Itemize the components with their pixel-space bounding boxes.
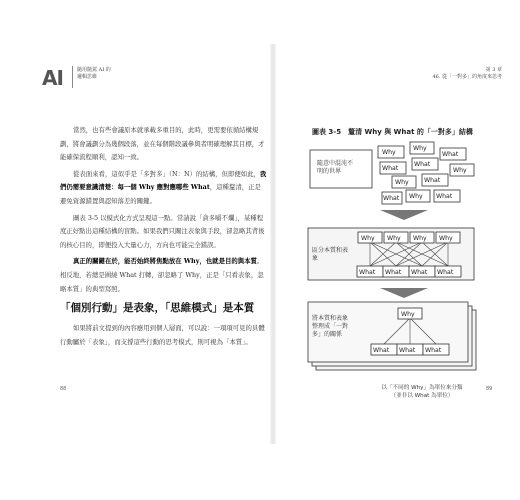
what-text: What: [385, 269, 402, 276]
stage1-label: 隨意中混沌不明的世界: [317, 160, 354, 175]
note-line2: （並非以 What 為單位）: [390, 393, 454, 399]
what-text: What: [414, 161, 431, 168]
why-text: Why: [413, 235, 427, 242]
paragraph: 當然，也有些會議原本就承載多重目的，此時，更需要依循結構規劃，將會議劃分為幾個段落，並在每個階段議參與者明確理解其目標，才能確保流程順利，認知一致。: [60, 126, 265, 162]
what-text: What: [383, 195, 400, 202]
left-body-text: [60, 124, 267, 299]
what-text: What: [411, 269, 428, 276]
what-text: What: [373, 347, 390, 354]
running-book-title: [77, 67, 137, 81]
why-text: Why: [439, 235, 453, 242]
why-text: Why: [387, 235, 401, 242]
paragraph: 圖表 3-5 以模式化方式呈現這一點。常請說「貪多嚼不爛」，某種程度正好點出這種結構的盲點。如果我們只關注表象與手段，卻忽略其背後的核心目的，即便投入大量心力，方向也可能完全錯誤。: [60, 213, 265, 249]
paragraph: [60, 255, 267, 296]
book-title-line1: 隨用隨駕 AI 的: [77, 67, 111, 73]
down-arrow-icon: [380, 210, 428, 220]
figure-caption: 圖表 3-5 釐清 Why 與 What 的「一對多」結構: [312, 128, 473, 136]
figure-note: [362, 384, 482, 400]
what-text: What: [425, 347, 442, 354]
emphasis-text: 真正的關鍵在於，能否始終將焦點放在 Why，也就是目的與本質: [73, 257, 257, 266]
why-text: Why: [453, 167, 467, 174]
stage1-chaos-cloud: [378, 142, 474, 204]
note-line1: 以「不同的 Why」為單位來分類: [381, 385, 463, 391]
book-logo: AI: [42, 66, 63, 90]
what-text: What: [437, 269, 454, 276]
section-heading: 「個別行動」是表象，「思維模式」是本質: [60, 302, 255, 314]
why-text: Why: [395, 179, 409, 186]
paragraph-text: 從表面來看，這似乎是「多對多」（N：N）的結構，但即便如此，: [73, 169, 260, 178]
why-text: Why: [382, 149, 396, 156]
why-text: Why: [413, 145, 427, 152]
emphasis-text: 我們仍需要意識清楚：每一個 Why 應對應哪些 What: [60, 169, 267, 192]
why-what-diagram: [272, 140, 504, 384]
paragraph-text: ，這種釐清，正是避免資源錯置與認知落差的關鍵。: [60, 183, 261, 205]
what-text: What: [399, 347, 416, 354]
what-text: What: [359, 269, 376, 276]
left-page-number: 88: [60, 386, 67, 392]
stage2-label: 區分本質和表象: [312, 247, 349, 262]
running-chapter-title: [382, 67, 502, 81]
paragraph-text: 。相反地，若總是圍繞 What 打轉，卻忽略了 Why，正是「只看表象，忽略本質」的典型寫照。: [60, 257, 264, 293]
right-page-number: 89: [486, 386, 493, 392]
what-text: What: [424, 177, 441, 184]
paragraph: 如果將前文提到的內容應用到個人層面，可以說：一項項可見的具體行動屬於「表象」，而支撐這些行動的思考模式，則可視為「本質」。: [60, 324, 265, 346]
chapter-line2: 46. 從「一對多」的角度來思考: [432, 74, 502, 80]
down-arrow-icon: [380, 288, 428, 298]
why-text: Why: [409, 193, 423, 200]
what-text: What: [442, 151, 459, 158]
paragraph: [60, 168, 267, 209]
what-text: What: [436, 193, 453, 200]
left-body-text-2: [60, 322, 267, 349]
chapter-line1: 第 3 章: [485, 67, 502, 73]
header-divider: [72, 66, 73, 88]
why-text: Why: [361, 235, 375, 242]
why-text: Why: [401, 311, 415, 318]
stage3-label: 將本質和表象整理成「一對多」的關係: [312, 315, 349, 338]
book-title-line2: 邏輯思維: [77, 74, 98, 80]
what-text: What: [382, 165, 399, 172]
